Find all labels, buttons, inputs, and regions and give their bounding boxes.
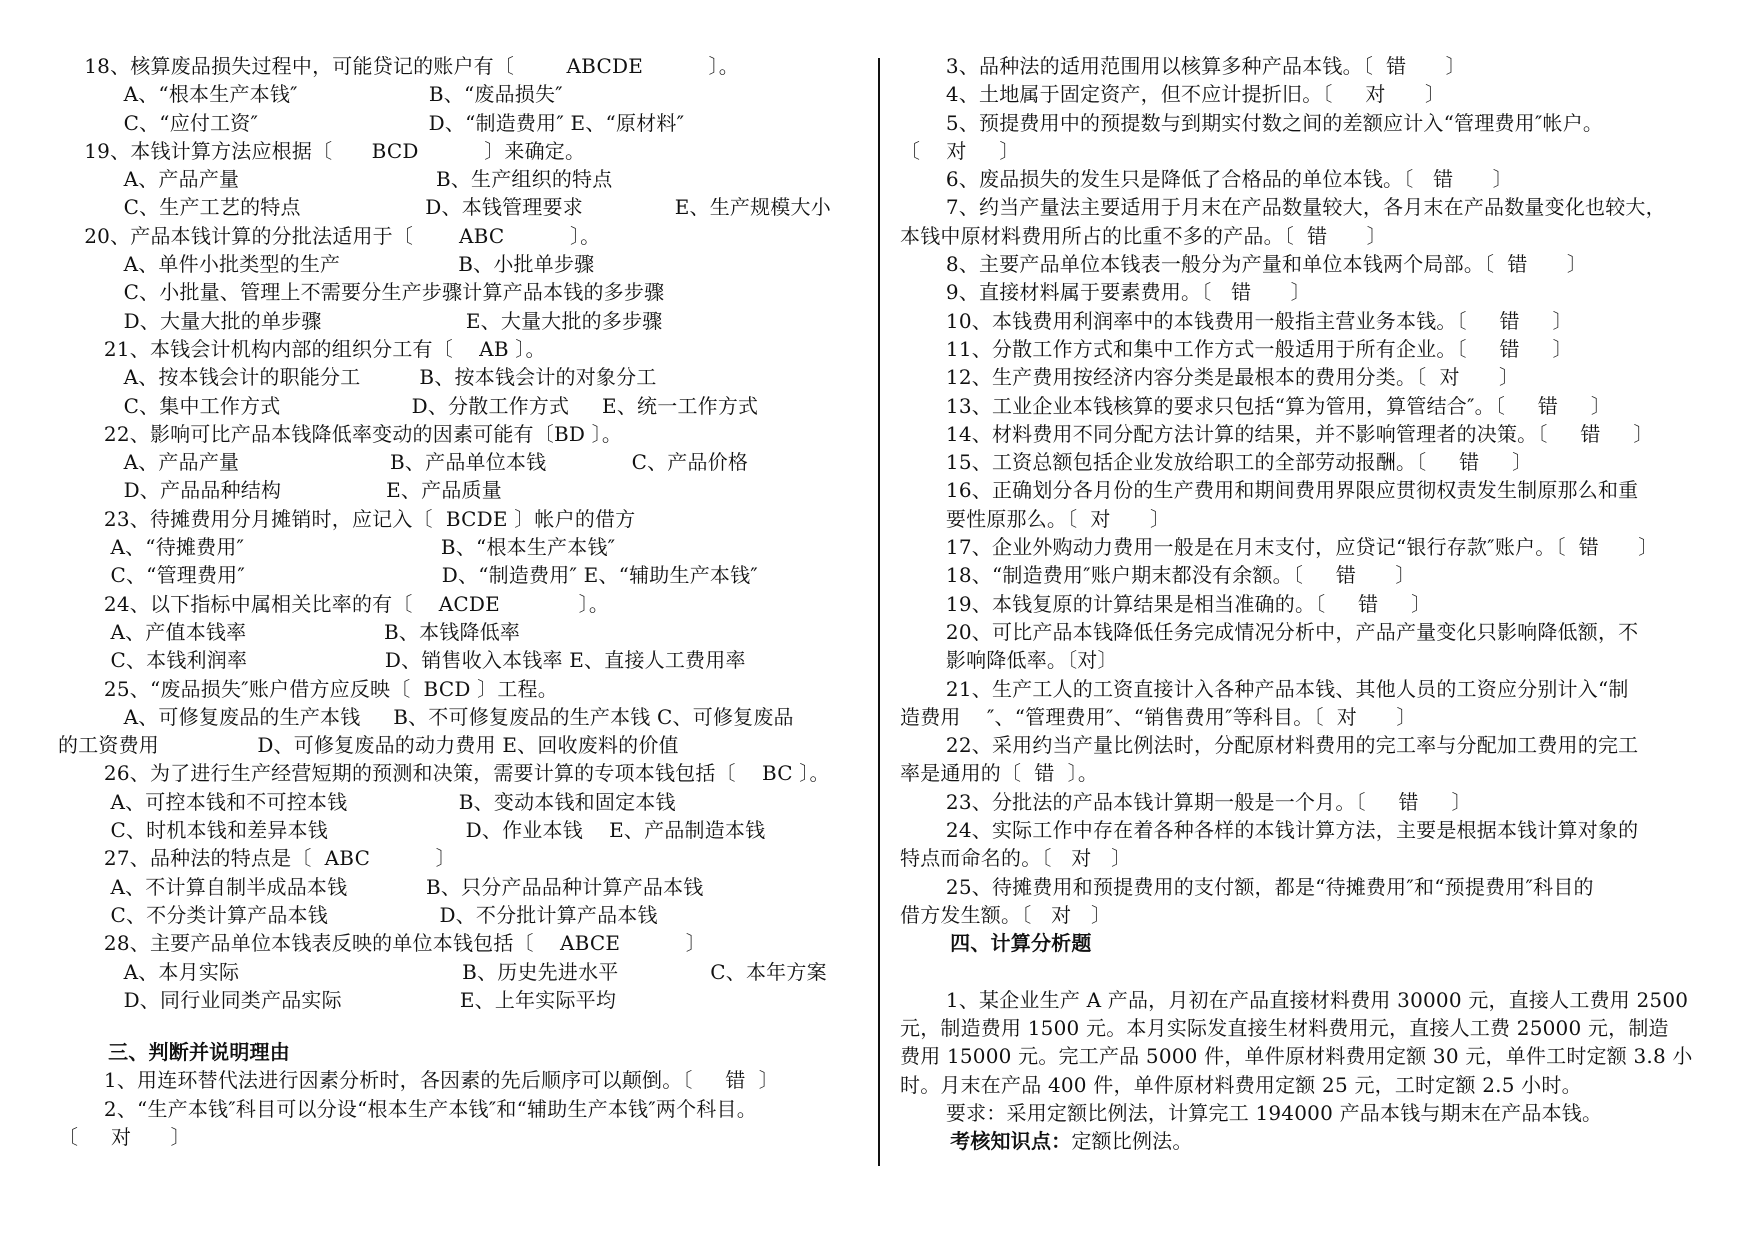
judgment-line: 要性原那么。〔 对 〕 (900, 506, 1171, 531)
question-line: A、本月实际 B、历史先进水平 C、本年方案 (58, 959, 827, 984)
judgment-line: 20、可比产品本钱降低任务完成情况分析中，产品产量变化只影响降低额，不 (900, 619, 1639, 644)
judgment-line: 7、约当产量法主要适用于月末在产品数量较大，各月末在产品数量变化也较大， (900, 195, 1666, 220)
question-line: 23、待摊费用分月摊销时，应记入〔 BCDE 〕帐户的借方 (58, 506, 636, 531)
problem-line: 要求：采用定额比例法，计算完工 194000 产品本钱与期末在产品本钱。 (900, 1100, 1603, 1125)
judgment-line: 〔 对 〕 (58, 1124, 191, 1149)
judgment-line: 5、预提费用中的预提数与到期实付数之间的差额应计入“管理费用″帐户。 (900, 110, 1604, 135)
column-divider (878, 58, 880, 1166)
question-line: C、“应付工资″ D、“制造费用″ E、“原材料″ (58, 110, 685, 135)
question-line: C、时机本钱和差异本钱 D、作业本钱 E、产品制造本钱 (58, 818, 766, 843)
judgment-line: 24、实际工作中存在着各种各样的本钱计算方法，主要是根据本钱计算对象的 (900, 818, 1639, 843)
question-line: D、同行业同类产品实际 E、上年实际平均 (58, 987, 617, 1012)
question-line: 19、本钱计算方法应根据〔 BCD 〕来确定。 (58, 138, 586, 163)
question-line: 20、产品本钱计算的分批法适用于〔 ABC 〕。 (58, 223, 601, 248)
judgment-line: 率是通用的〔 错 〕。 (900, 761, 1099, 786)
question-line: 24、以下指标中属相关比率的有〔 ACDE 〕。 (58, 591, 610, 616)
question-line: D、产品品种结构 E、产品质量 (58, 478, 502, 503)
question-line: 25、“废品损失″账户借方应反映〔 BCD 〕工程。 (58, 676, 558, 701)
judgment-line: 3、品种法的适用范围用以核算多种产品本钱。〔 错 〕 (900, 54, 1466, 78)
problem-line: 1、某企业生产 A 产品，月初在产品直接材料费用 30000 元，直接人工费用 2500 (900, 987, 1689, 1012)
judgment-line: 特点而命名的。〔 对 〕 (900, 846, 1132, 871)
spacer (58, 1014, 858, 1038)
question-line: A、可修复废品的生产本钱 B、不可修复废品的生产本钱 C、可修复废品 (58, 704, 794, 729)
problem-line: 元，制造费用 1500 元。本月实际发直接生材料费用元，直接人工费 25000 元，制造 (900, 1016, 1669, 1041)
judgment-line: 12、生产费用按经济内容分类是最根本的费用分类。〔 对 〕 (900, 365, 1520, 390)
judgment-line: 〔 对 〕 (900, 138, 1020, 163)
question-line: C、生产工艺的特点 D、本钱管理要求 E、生产规模大小 (58, 195, 831, 220)
question-line: 28、主要产品单位本钱表反映的单位本钱包括〔 ABCE 〕 (58, 931, 706, 956)
question-line: A、产品产量 B、生产组织的特点 (58, 167, 613, 192)
question-line: A、“根本生产本钱″ B、“废品损失″ (58, 82, 563, 107)
question-line: A、产值本钱率 B、本钱降低率 (58, 619, 521, 644)
problem-line: 费用 15000 元。完工产品 5000 件，单件原材料费用定额 30 元，单件工时定额 3.8 小 (900, 1044, 1693, 1069)
question-line: C、本钱利润率 D、销售收入本钱率 E、直接人工费用率 (58, 648, 746, 673)
knowledge-point-value: 定额比例法。 (1071, 1129, 1193, 1154)
knowledge-point (900, 1127, 1705, 1155)
spacer (900, 958, 1705, 986)
judgment-line: 造费用 ″、“管理费用″、“销售费用″等科目。〔 对 〕 (900, 704, 1417, 729)
question-line: 26、为了进行生产经营短期的预测和决策，需要计算的专项本钱包括〔 BC 〕。 (58, 761, 830, 786)
left-column (58, 52, 858, 1151)
judgment-line: 10、本钱费用利润率中的本钱费用一般指主营业务本钱。〔 错 〕 (900, 308, 1573, 333)
judgment-line: 影响降低率。〔对〕 (900, 648, 1118, 673)
question-line: 的工资费用 D、可修复废品的动力费用 E、回收废料的价值 (58, 733, 679, 758)
judgment-line: 14、材料费用不同分配方法计算的结果，并不影响管理者的决策。〔 错 〕 (900, 421, 1654, 446)
knowledge-point-label: 考核知识点： (900, 1129, 1072, 1154)
section-heading-judgment: 三、判断并说明理由 (58, 1040, 290, 1065)
judgment-line: 本钱中原材料费用所占的比重不多的产品。〔 错 〕 (900, 223, 1387, 248)
question-line: C、小批量、管理上不需要分生产步骤计算产品本钱的多步骤 (58, 280, 665, 305)
question-line: A、单件小批类型的生产 B、小批单步骤 (58, 252, 595, 277)
question-line: C、不分类计算产品本钱 D、不分批计算产品本钱 (58, 902, 658, 927)
judgment-line: 21、生产工人的工资直接计入各种产品本钱、其他人员的工资应分别计入“制 (900, 676, 1629, 701)
judgment-line: 13、工业企业本钱核算的要求只包括“算为管用，算管结合″。〔 错 〕 (900, 393, 1612, 418)
question-line: A、可控本钱和不可控本钱 B、变动本钱和固定本钱 (58, 789, 676, 814)
judgment-line: 9、直接材料属于要素费用。〔 错 〕 (900, 280, 1311, 305)
section-heading-calculation: 四、计算分析题 (900, 931, 1092, 956)
question-line: 22、影响可比产品本钱降低率变动的因素可能有〔BD 〕。 (58, 421, 623, 446)
judgment-line: 4、土地属于固定资产，但不应计提折旧。〔 对 〕 (900, 82, 1446, 107)
question-line: C、集中工作方式 D、分散工作方式 E、统一工作方式 (58, 393, 759, 418)
question-line: A、按本钱会计的职能分工 B、按本钱会计的对象分工 (58, 365, 657, 390)
problem-line: 时。月末在产品 400 件，单件原材料费用定额 25 元，工时定额 2.5 小时。 (900, 1072, 1582, 1097)
question-line: C、“管理费用″ D、“制造费用″ E、“辅助生产本钱″ (58, 563, 758, 588)
judgment-line: 2、“生产本钱″科目可以分设“根本生产本钱″和“辅助生产本钱″两个科目。 (58, 1096, 757, 1121)
question-line: 27、品种法的特点是〔 ABC 〕 (58, 846, 456, 871)
judgment-line: 15、工资总额包括企业发放给职工的全部劳动报酬。〔 错 〕 (900, 450, 1533, 475)
right-column (900, 52, 1705, 1156)
question-line: A、不计算自制半成品本钱 B、只分产品品种计算产品本钱 (58, 874, 704, 899)
judgment-line: 22、采用约当产量比例法时，分配原材料费用的完工率与分配加工费用的完工 (900, 733, 1639, 758)
judgment-line: 16、正确划分各月份的生产费用和期间费用界限应贯彻权责发生制原那么和重 (900, 478, 1639, 503)
judgment-line: 18、“制造费用″账户期末都没有余额。〔 错 〕 (900, 563, 1416, 588)
judgment-line: 8、主要产品单位本钱表一般分为产量和单位本钱两个局部。〔 错 〕 (900, 252, 1588, 277)
question-line: 18、核算废品损失过程中，可能贷记的账户有〔 ABCDE 〕。 (58, 54, 739, 78)
judgment-line: 19、本钱复原的计算结果是相当准确的。〔 错 〕 (900, 591, 1432, 616)
judgment-line: 17、企业外购动力费用一般是在月末支付，应贷记“银行存款″账户。〔 错 〕 (900, 535, 1659, 560)
judgment-line: 25、待摊费用和预提费用的支付额，都是“待摊费用″和“预提费用″科目的 (900, 874, 1594, 899)
judgment-line: 11、分散工作方式和集中工作方式一般适用于所有企业。〔 错 〕 (900, 336, 1573, 361)
question-line: A、产品产量 B、产品单位本钱 C、产品价格 (58, 450, 749, 475)
question-line: 21、本钱会计机构内部的组织分工有〔 AB 〕。 (58, 336, 546, 361)
question-line: A、“待摊费用″ B、“根本生产本钱″ (58, 535, 616, 560)
judgment-line: 借方发生额。〔 对 〕 (900, 902, 1112, 927)
judgment-line: 1、用连环替代法进行因素分析时，各因素的先后顺序可以颠倒。〔 错 〕 (58, 1068, 779, 1093)
judgment-line: 23、分批法的产品本钱计算期一般是一个月。〔 错 〕 (900, 789, 1472, 814)
question-line: D、大量大批的单步骤 E、大量大批的多步骤 (58, 308, 663, 333)
judgment-line: 6、废品损失的发生只是降低了合格品的单位本钱。〔 错 〕 (900, 167, 1513, 192)
